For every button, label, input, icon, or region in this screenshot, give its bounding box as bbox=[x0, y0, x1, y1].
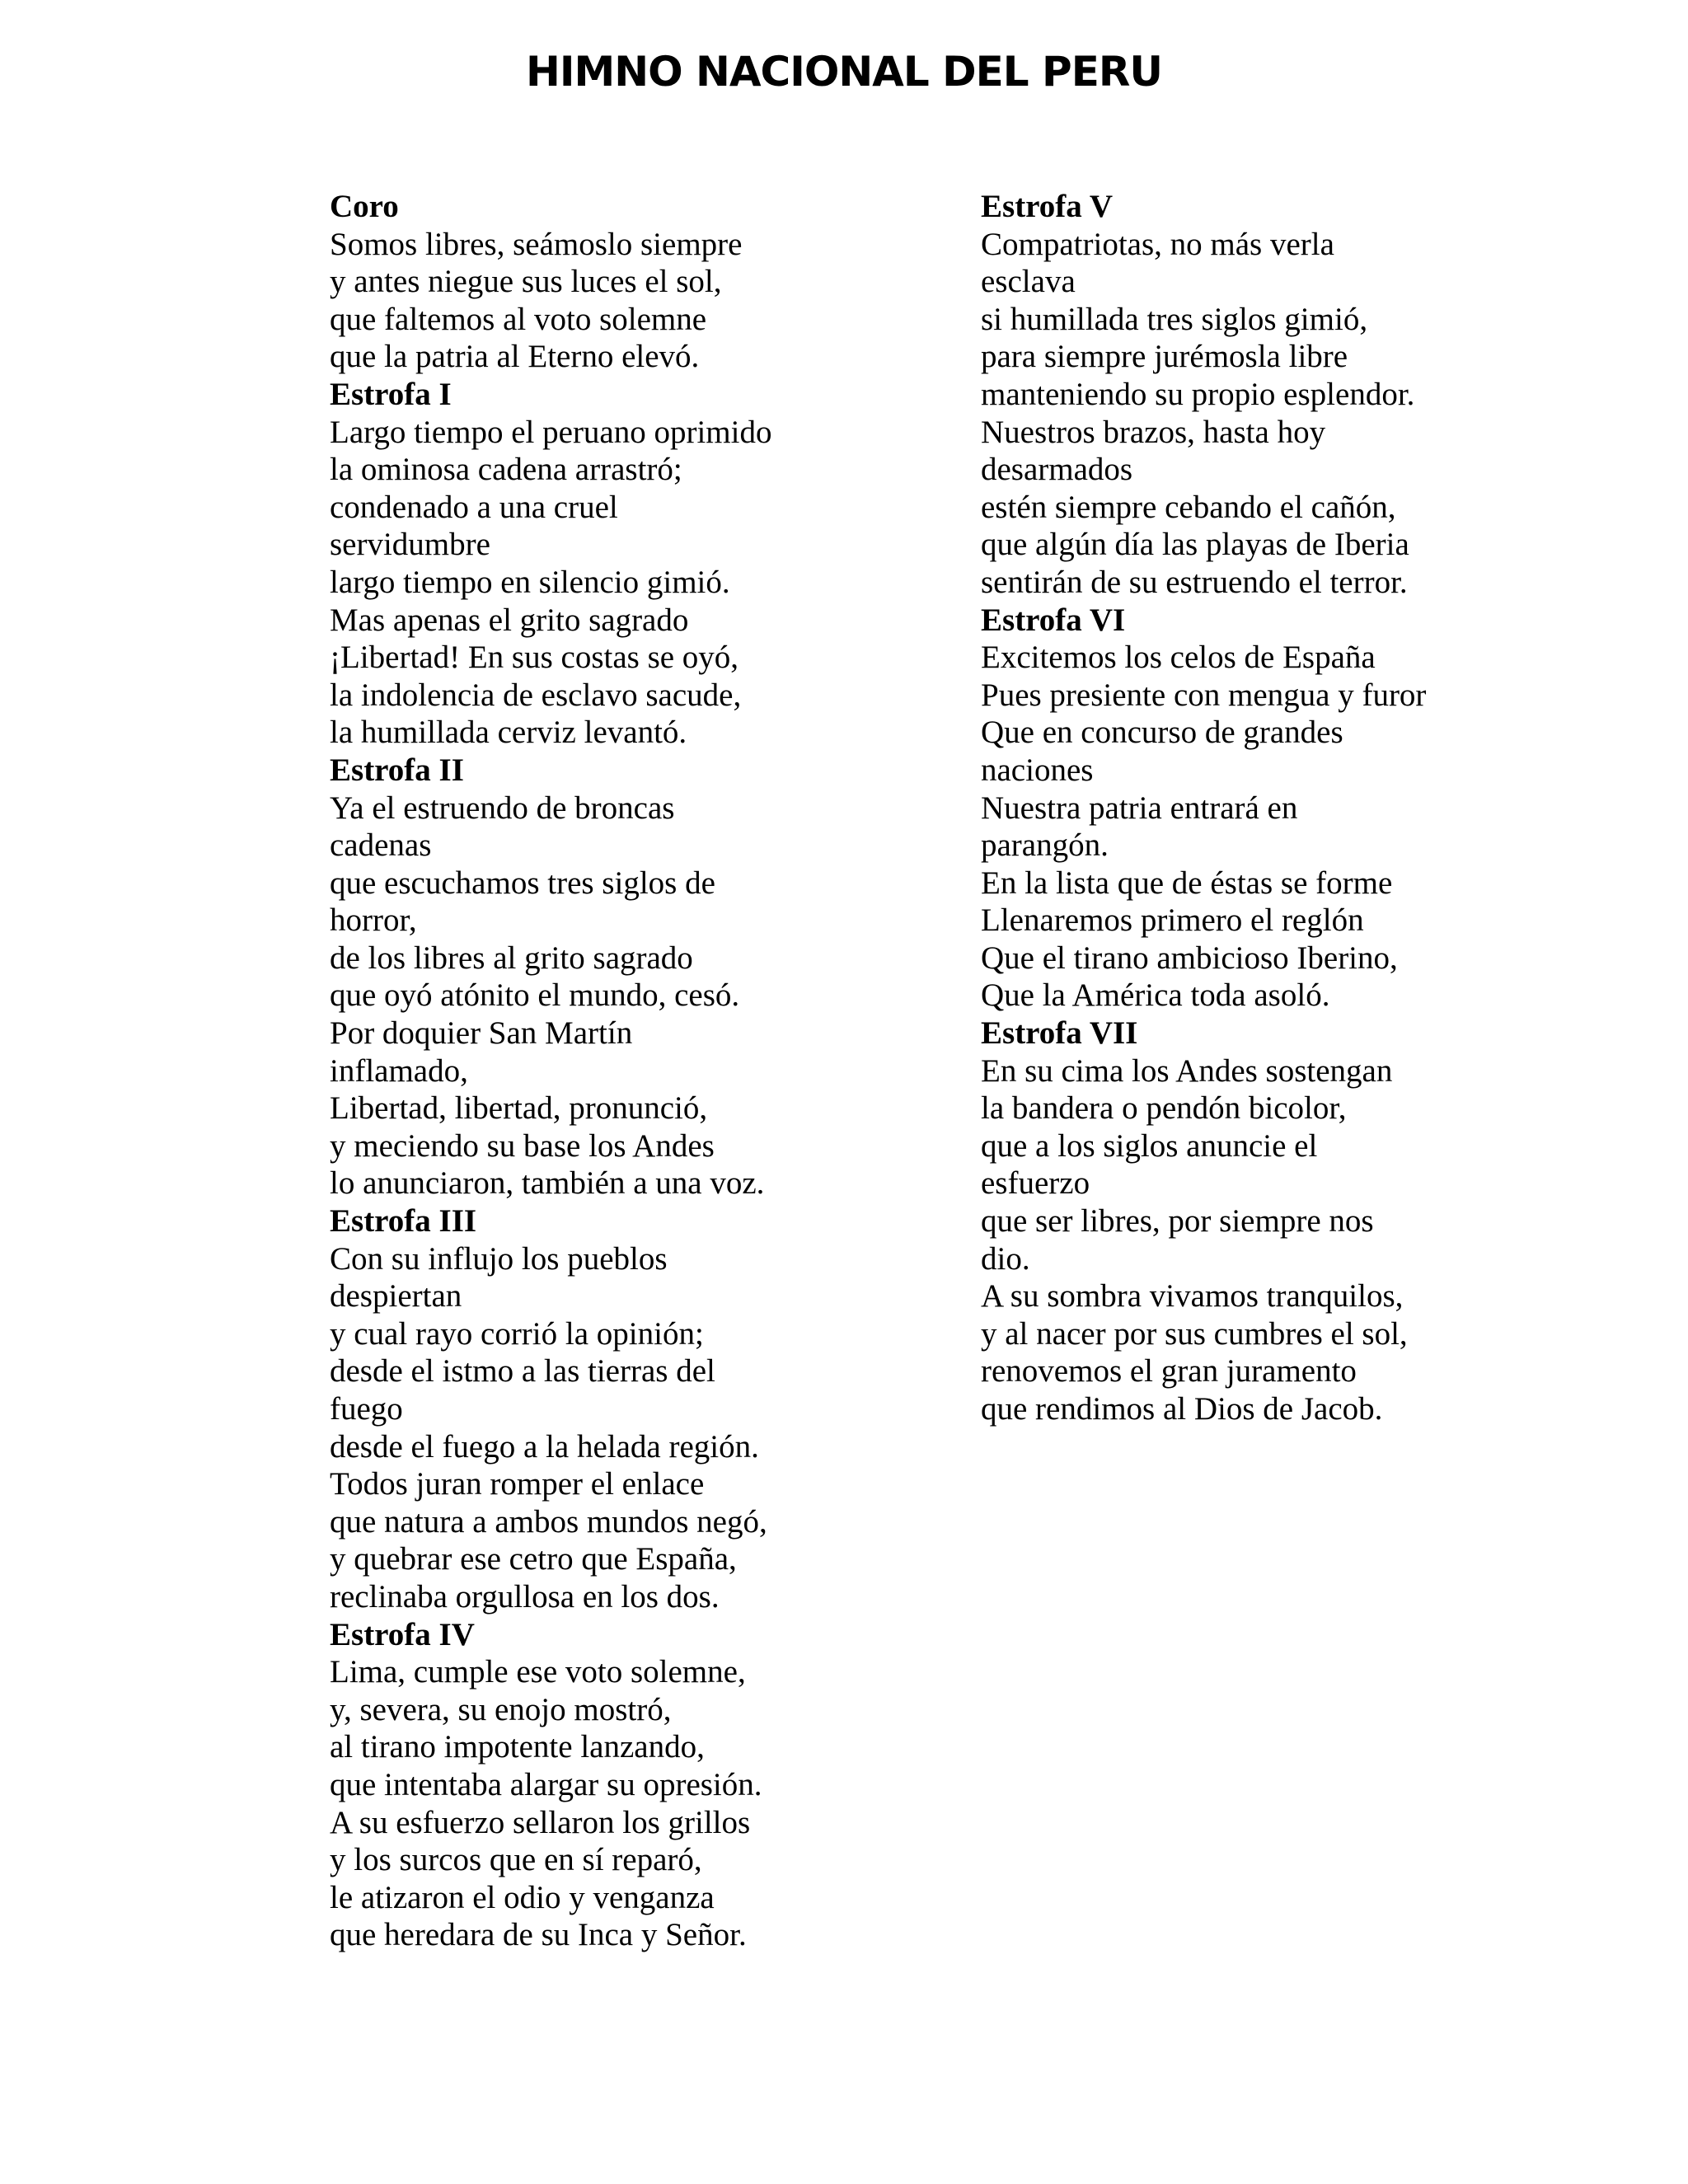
lyric-line: renovemos el gran juramento bbox=[981, 1353, 1357, 1390]
lyric-line: que faltemos al voto solemne bbox=[330, 301, 707, 337]
lyric-line: para siempre jurémosla libre bbox=[981, 339, 1348, 375]
lyric-line: y cual rayo corrió la opinión; bbox=[330, 1315, 704, 1352]
lyric-line: y quebrar ese cetro que España, bbox=[330, 1541, 737, 1577]
lyric-line: Lima, cumple ese voto solemne, bbox=[330, 1654, 746, 1690]
lyric-line: parangón. bbox=[981, 827, 1109, 864]
stanza bbox=[330, 1616, 923, 1954]
lyric-line: si humillada tres siglos gimió, bbox=[981, 301, 1368, 337]
stanza-heading: Coro bbox=[330, 189, 399, 224]
lyric-line: y al nacer por sus cumbres el sol, bbox=[981, 1315, 1408, 1352]
lyric-line: Ya el estruendo de broncas bbox=[330, 790, 675, 826]
lyric-line: Que el tirano ambicioso Iberino, bbox=[981, 940, 1398, 976]
stanza-heading: Estrofa I bbox=[330, 376, 452, 412]
lyric-line: Que la América toda asoló. bbox=[981, 977, 1330, 1014]
lyric-line: sentirán de su estruendo el terror. bbox=[981, 564, 1408, 600]
lyric-line: Por doquier San Martín bbox=[330, 1015, 633, 1052]
stanza bbox=[330, 376, 923, 752]
lyric-line: y meciendo su base los Andes bbox=[330, 1127, 715, 1164]
stanza-heading: Estrofa V bbox=[981, 189, 1113, 224]
lyric-line: Libertad, libertad, pronunció, bbox=[330, 1090, 708, 1127]
lyric-line: la ominosa cadena arrastró; bbox=[330, 452, 682, 488]
lyric-line: que natura a ambos mundos negó, bbox=[330, 1503, 767, 1540]
stanza-heading: Estrofa III bbox=[330, 1203, 477, 1240]
lyric-line: Nuestros brazos, hasta hoy bbox=[981, 414, 1326, 450]
lyric-line: desde el istmo a las tierras del bbox=[330, 1353, 715, 1390]
lyric-line: que algún día las playas de Iberia bbox=[981, 527, 1409, 563]
lyric-line: desde el fuego a la helada región. bbox=[330, 1428, 759, 1465]
lyric-line: Que en concurso de grandes bbox=[981, 715, 1343, 751]
stanza-heading: Estrofa VII bbox=[981, 1015, 1138, 1052]
lyric-line: Excitemos los celos de España bbox=[981, 640, 1376, 676]
lyric-line: que ser libres, por siempre nos bbox=[981, 1203, 1374, 1240]
lyric-line: naciones bbox=[981, 752, 1094, 788]
lyric-line: Con su influjo los pueblos bbox=[330, 1240, 668, 1277]
lyric-line: Todos juran romper el enlace bbox=[330, 1466, 705, 1502]
stanza bbox=[981, 188, 1442, 602]
stanza-heading: Estrofa VI bbox=[981, 602, 1126, 638]
lyric-line: manteniendo su propio esplendor. bbox=[981, 376, 1415, 412]
lyrics-column-left bbox=[330, 188, 923, 1954]
lyric-line: y los surcos que en sí reparó, bbox=[330, 1842, 702, 1878]
lyric-line: dio. bbox=[981, 1240, 1030, 1277]
lyric-line: y antes niegue sus luces el sol, bbox=[330, 264, 722, 300]
page-title: HIMNO NACIONAL DEL PERU bbox=[526, 48, 1162, 96]
lyric-line: esfuerzo bbox=[981, 1165, 1090, 1202]
lyric-line: que la patria al Eterno elevó. bbox=[330, 339, 700, 375]
lyric-line: que oyó atónito el mundo, cesó. bbox=[330, 977, 740, 1014]
lyric-line: reclinaba orgullosa en los dos. bbox=[330, 1578, 720, 1615]
lyric-line: que heredara de su Inca y Señor. bbox=[330, 1917, 747, 1953]
lyric-line: al tirano impotente lanzando, bbox=[330, 1729, 705, 1765]
lyric-line: horror, bbox=[330, 902, 417, 939]
lyric-line: A su sombra vivamos tranquilos, bbox=[981, 1278, 1404, 1315]
lyric-line: le atizaron el odio y venganza bbox=[330, 1879, 715, 1915]
lyric-line: lo anunciaron, también a una voz. bbox=[330, 1165, 765, 1202]
lyric-line: esclava bbox=[981, 264, 1076, 300]
lyric-line: largo tiempo en silencio gimió. bbox=[330, 564, 730, 600]
lyric-line: Largo tiempo el peruano oprimido bbox=[330, 414, 772, 450]
stanza bbox=[330, 1202, 923, 1616]
lyric-line: fuego bbox=[330, 1391, 403, 1427]
lyric-line: Compatriotas, no más verla bbox=[981, 226, 1334, 262]
lyric-line: la indolencia de esclavo sacude, bbox=[330, 677, 742, 713]
lyric-line: En su cima los Andes sostengan bbox=[981, 1052, 1393, 1089]
lyric-line: A su esfuerzo sellaron los grillos bbox=[330, 1804, 751, 1840]
stanza bbox=[330, 188, 923, 376]
lyric-line: la humillada cerviz levantó. bbox=[330, 715, 687, 751]
stanza-heading: Estrofa IV bbox=[330, 1616, 475, 1652]
lyric-line: desarmados bbox=[981, 452, 1133, 488]
lyric-line: que intentaba alargar su opresión. bbox=[330, 1766, 762, 1802]
lyric-line: y, severa, su enojo mostró, bbox=[330, 1691, 672, 1727]
lyrics-column-right bbox=[981, 188, 1442, 1428]
stanza bbox=[330, 752, 923, 1202]
stanza bbox=[981, 1015, 1442, 1428]
lyric-line: Pues presiente con mengua y furor bbox=[981, 677, 1427, 713]
lyric-line: de los libres al grito sagrado bbox=[330, 940, 693, 976]
lyric-line: cadenas bbox=[330, 827, 432, 864]
lyric-line: que rendimos al Dios de Jacob. bbox=[981, 1391, 1383, 1427]
stanza bbox=[981, 602, 1442, 1015]
lyric-line: Mas apenas el grito sagrado bbox=[330, 602, 689, 638]
lyric-line: la bandera o pendón bicolor, bbox=[981, 1090, 1347, 1127]
lyric-line: estén siempre cebando el cañón, bbox=[981, 489, 1396, 525]
stanza-heading: Estrofa II bbox=[330, 752, 464, 788]
lyric-line: Llenaremos primero el reglón bbox=[981, 902, 1364, 939]
lyric-line: que escuchamos tres siglos de bbox=[330, 865, 715, 901]
lyric-line: Nuestra patria entrará en bbox=[981, 790, 1298, 826]
lyric-line: que a los siglos anuncie el bbox=[981, 1127, 1318, 1164]
lyric-line: servidumbre bbox=[330, 527, 490, 563]
lyric-line: ¡Libertad! En sus costas se oyó, bbox=[330, 640, 739, 676]
lyric-line: En la lista que de éstas se forme bbox=[981, 865, 1393, 901]
lyric-line: Somos libres, seámoslo siempre bbox=[330, 226, 743, 262]
lyric-line: despiertan bbox=[330, 1278, 462, 1315]
lyric-line: inflamado, bbox=[330, 1052, 468, 1089]
lyric-line: condenado a una cruel bbox=[330, 489, 618, 525]
